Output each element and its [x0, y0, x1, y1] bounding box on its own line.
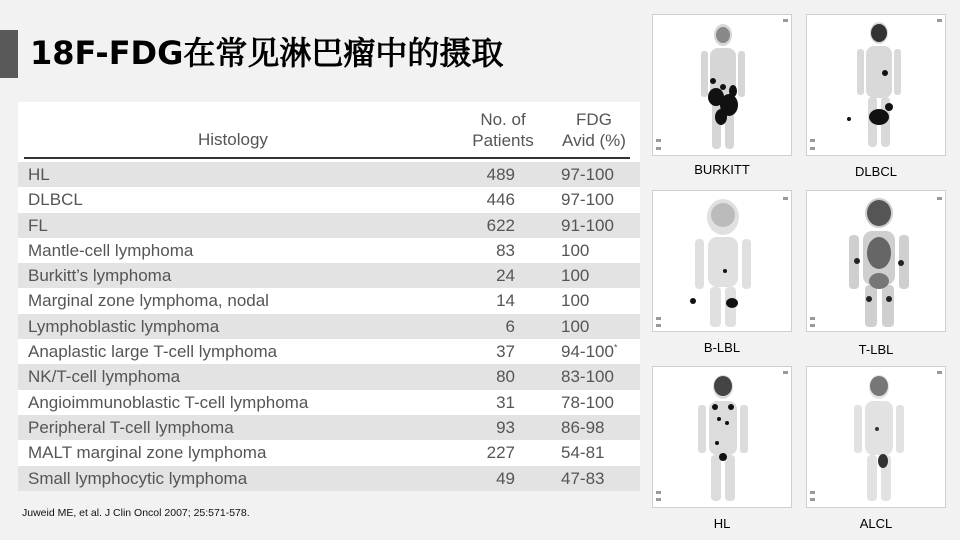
pet-body-figure [653, 15, 793, 157]
pet-body-figure [807, 191, 947, 333]
table-row [18, 187, 640, 212]
cell-histology: Angioimmunoblastic T-cell lymphoma [28, 392, 309, 412]
cell-fdg-avid [561, 443, 604, 463]
cell-patients: 622 [486, 215, 515, 235]
table-row [18, 288, 640, 313]
cell-histology: DLBCL [28, 190, 83, 210]
cell-histology: Mantle-cell lymphoma [28, 240, 194, 260]
header-fdg-line1: FDG [576, 110, 612, 129]
table-row [18, 339, 640, 364]
pet-body-figure [807, 367, 947, 509]
cell-histology: Small lymphocytic lymphoma [28, 468, 248, 488]
fdg-value: 78-100 [561, 392, 614, 412]
fdg-value: 97-100 [561, 190, 614, 210]
fdg-value: 91-100 [561, 215, 614, 235]
scan-image-burkitt [652, 14, 792, 156]
cell-fdg-avid [561, 216, 614, 236]
cell-fdg-avid [561, 342, 617, 362]
header-rule [24, 157, 630, 159]
citation: Juweid ME, et al. J Clin Oncol 2007; 25:571-578. [22, 507, 250, 519]
cell-patients: 446 [486, 190, 515, 210]
cell-patients: 37 [496, 342, 515, 362]
cell-histology: MALT marginal zone lymphoma [28, 443, 267, 463]
header-patients-line1: No. of [480, 110, 526, 129]
fdg-value: 94-100 [561, 342, 614, 362]
scan-label-alcl: ALCL [859, 516, 893, 531]
table-body [18, 162, 640, 491]
table-header [18, 102, 640, 158]
cell-fdg-avid [561, 367, 614, 387]
fdg-value: 47-83 [561, 468, 605, 488]
table-row [18, 238, 640, 263]
table-row [18, 364, 640, 389]
cell-histology: FL [28, 215, 48, 235]
cell-fdg-avid [561, 266, 589, 286]
cell-fdg-avid [561, 393, 614, 413]
cell-histology: Burkitt’s lymphoma [28, 266, 172, 286]
cell-fdg-avid [561, 418, 604, 438]
header-patients [448, 109, 558, 151]
cell-patients: 31 [496, 392, 515, 412]
fdg-value: 100 [561, 316, 590, 336]
cell-histology: HL [28, 165, 50, 184]
fdg-value: 100 [561, 291, 590, 311]
cell-fdg-avid [561, 165, 614, 185]
header-patients-line2: Patients [472, 131, 534, 150]
pet-body-figure [653, 191, 793, 333]
cell-fdg-avid [561, 241, 589, 261]
header-fdg-avid [554, 109, 634, 151]
fdg-value: 54-81 [561, 443, 605, 463]
title-accent-bar [0, 30, 18, 78]
cell-patients: 6 [505, 316, 515, 336]
cell-histology: Marginal zone lymphoma, nodal [28, 291, 269, 311]
header-histology: Histology [198, 130, 268, 149]
header-fdg-line2: Avid (%) [562, 131, 626, 150]
fdg-value: 83-100 [561, 367, 614, 387]
footnote-mark: * [613, 342, 618, 353]
table-row [18, 415, 640, 440]
table-row [18, 314, 640, 339]
cell-fdg-avid [561, 469, 604, 489]
scan-label-t-lbl: T-LBL [858, 342, 894, 357]
scan-label-hl: HL [713, 516, 731, 531]
scan-label-b-lbl: B-LBL [703, 340, 741, 355]
table-row [18, 213, 640, 238]
cell-patients: 80 [496, 367, 515, 387]
fdg-avidity-table [18, 102, 640, 490]
table-row [18, 162, 640, 187]
cell-patients: 227 [486, 443, 515, 463]
pet-body-figure [807, 15, 947, 157]
scan-image-t-lbl [806, 190, 946, 332]
table-row [18, 440, 640, 465]
cell-histology: Peripheral T-cell lymphoma [28, 417, 234, 437]
scan-image-alcl [806, 366, 946, 508]
cell-histology: Anaplastic large T-cell lymphoma [28, 342, 278, 362]
fdg-value: 100 [561, 266, 590, 286]
table-row [18, 466, 640, 491]
cell-histology: Lymphoblastic lymphoma [28, 316, 220, 336]
scan-image-dlbcl [806, 14, 946, 156]
cell-patients: 49 [496, 468, 515, 488]
table-row [18, 263, 640, 288]
cell-fdg-avid [561, 291, 589, 311]
pet-body-figure [653, 367, 793, 509]
cell-patients: 14 [496, 291, 515, 311]
scan-image-b-lbl [652, 190, 792, 332]
cell-patients: 489 [486, 165, 515, 184]
cell-patients: 83 [496, 240, 515, 260]
cell-fdg-avid [561, 190, 614, 210]
fdg-value: 100 [561, 240, 590, 260]
cell-histology: NK/T-cell lymphoma [28, 367, 181, 387]
scan-label-dlbcl: DLBCL [855, 164, 897, 179]
cell-patients: 24 [496, 266, 515, 286]
slide-title: 18F-FDG在常见淋巴瘤中的摄取 [30, 34, 504, 72]
fdg-value: 97-100 [561, 165, 614, 184]
fdg-value: 86-98 [561, 417, 605, 437]
scan-image-hl [652, 366, 792, 508]
table-row [18, 390, 640, 415]
cell-fdg-avid [561, 317, 589, 337]
scan-label-burkitt: BURKITT [694, 162, 750, 177]
cell-patients: 93 [496, 417, 515, 437]
